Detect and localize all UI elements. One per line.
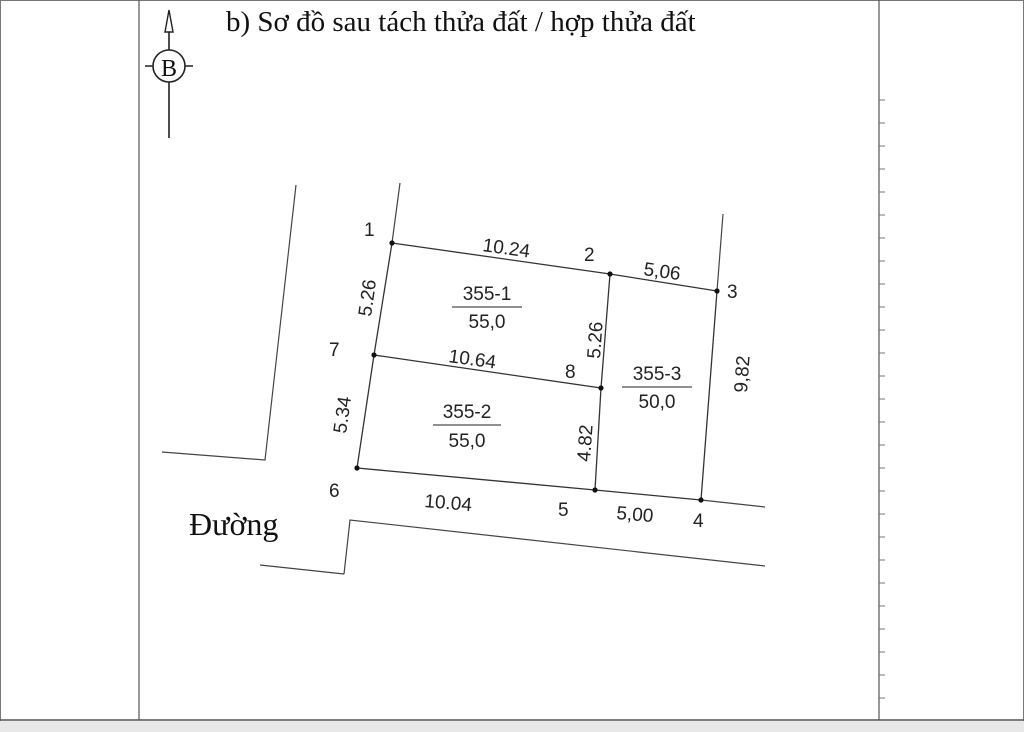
point-label-3: 3 [727, 282, 738, 303]
point-label-7: 7 [329, 340, 340, 361]
edge-length-8-5: 4.82 [574, 423, 598, 463]
neighbor-boundary-left [162, 185, 296, 460]
parcel-355-2 [433, 402, 501, 452]
point-label-8: 8 [565, 362, 576, 383]
point-label-4: 4 [693, 511, 704, 532]
outer-frame [1, 1, 1024, 732]
compass-letter: B [160, 56, 178, 82]
road-edge-upper [701, 500, 765, 507]
road-label: Đường [189, 506, 279, 542]
point-label-2: 2 [584, 245, 595, 266]
parcel-355-1 [452, 284, 522, 333]
parcel-area: 55,0 [468, 312, 506, 333]
neighbor-boundary-right [717, 214, 723, 291]
point-label-6: 6 [329, 481, 340, 502]
neighbor-boundary-top [392, 183, 400, 243]
road-edge-left [260, 565, 344, 574]
edge-length-1-7: 5.26 [355, 278, 382, 318]
edge-length-6-5: 10.04 [423, 491, 473, 517]
point-label-5: 5 [558, 500, 569, 521]
edge-length-2-8: 5.26 [584, 320, 608, 360]
edge-length-6-7: 5.34 [330, 395, 357, 435]
parcel-id: 355-3 [632, 364, 682, 385]
edge-length-5-4: 5,00 [615, 503, 655, 528]
edge-length-3-4: 9,82 [731, 354, 755, 394]
diagram-title: b) Sơ đồ sau tách thửa đất / hợp thửa đất [226, 6, 696, 38]
point-label-1: 1 [364, 220, 375, 241]
parcel-355-3 [622, 364, 692, 413]
edge-length-2-3: 5,06 [642, 259, 682, 286]
parcel-area: 50,0 [638, 392, 676, 413]
edge-length-7-8: 10.64 [447, 346, 498, 374]
parcel-id: 355-2 [442, 402, 492, 423]
ruler-ticks [879, 100, 885, 698]
parcel-id: 355-1 [462, 284, 512, 305]
parcel-area: 55,0 [448, 431, 486, 452]
bottom-strip [0, 721, 1024, 732]
edge-length-1-2: 10.24 [481, 235, 532, 263]
